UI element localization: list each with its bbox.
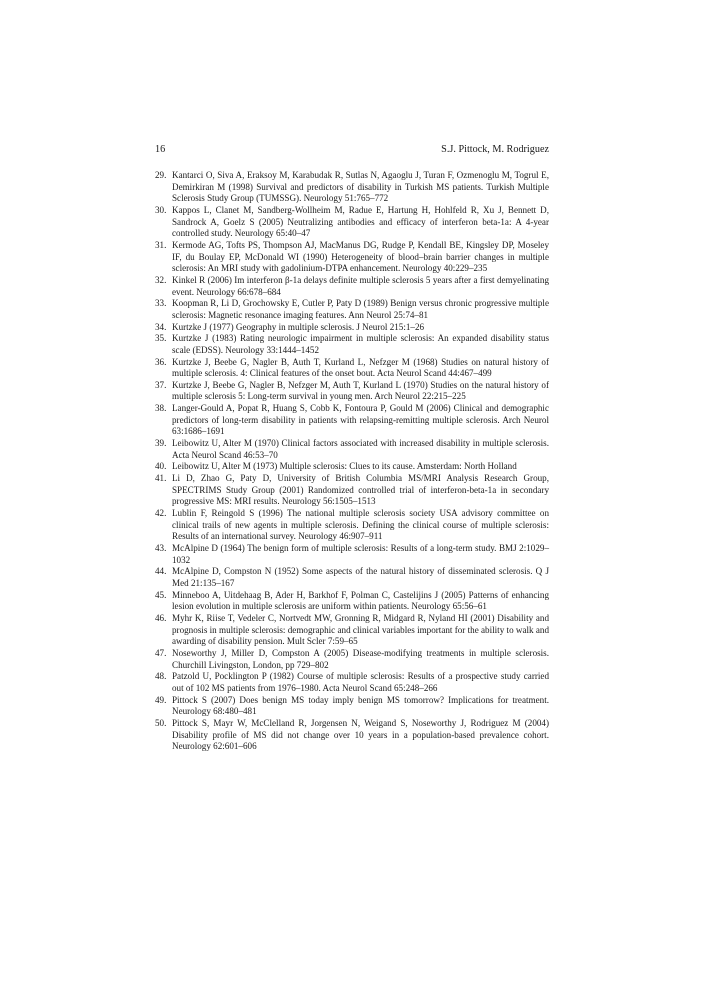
reference-number: 32.	[155, 274, 167, 285]
reference-number: 37.	[155, 379, 167, 390]
reference-number: 36.	[155, 356, 167, 367]
reference-number: 35.	[155, 333, 167, 344]
reference-text: Kurtzke J (1983) Rating neurologic impairment in multiple sclerosis: An expanded disability status scale (EDSS). Neurology 33:1444–1452	[172, 333, 549, 355]
reference-number: 43.	[155, 543, 167, 553]
reference-text: Leibowitz U, Alter M (1970) Clinical factors associated with increased disability in multiple sclerosis. Acta Neurol Scand 46:53–70	[172, 438, 549, 460]
reference-item	[155, 240, 549, 275]
reference-item	[155, 543, 549, 566]
reference-text: Kurtzke J (1977) Geography in multiple sclerosis. J Neurol 215:1–26	[172, 321, 425, 332]
reference-text: Myhr K, Riise T, Vedeler C, Nortvedt MW, Gronning R, Midgard R, Nyland HI (2001) Disability and prognosis in multiple sclerosis: demographic and clinical variables important for the ability to walk and awarding of disability pension. Mult Scler 7:59–65	[172, 612, 549, 647]
reference-number: 38.	[155, 403, 167, 414]
reference-list	[155, 170, 549, 753]
reference-item	[155, 590, 549, 613]
reference-item	[155, 461, 549, 473]
reference-item	[155, 322, 549, 334]
reference-item	[155, 438, 549, 461]
reference-number: 34.	[155, 321, 167, 332]
reference-item	[155, 695, 549, 718]
reference-text: Langer-Gould A, Popat R, Huang S, Cobb K, Fontoura P, Gould M (2006) Clinical and demographic predictors of long-term disability in patients with relapsing-remitting multiple sclerosis. Arch Neurol 63:1686–1691	[172, 403, 549, 437]
reference-number: 49.	[155, 694, 167, 705]
reference-item	[155, 170, 549, 205]
reference-item	[155, 648, 549, 671]
reference-item	[155, 718, 549, 753]
page-number: 16	[155, 144, 166, 155]
reference-item	[155, 205, 549, 240]
reference-text: Noseworthy J, Miller D, Compston A (2005) Disease-modifying treatments in multiple sclerosis. Churchill Livingston, London, pp 729–802	[172, 647, 549, 670]
reference-number: 42.	[155, 508, 167, 519]
reference-text: Lublin F, Reingold S (1996) The national multiple sclerosis society USA advisory committee on clinical trails of new agents in multiple sclerosis. Defining the clinical course of multiple sclerosis: Results of an international survey. Neurology 46:907–911	[172, 508, 549, 542]
reference-number: 30.	[155, 204, 167, 215]
reference-text: Kappos L, Clanet M, Sandberg-Wollheim M, Radue E, Hartung H, Hohlfeld R, Xu J, Bennett D, Sandrock A, Goelz S (2005) Neutralizing antibodies and efficacy of interferon beta-1a: A 4-year controlled study. Neurology 65:40–47	[172, 204, 549, 239]
reference-text: Kurtzke J, Beebe G, Nagler B, Nefzger M, Auth T, Kurland L (1970) Studies on the natural history of multiple sclerosis 5: Long-term survival in young men. Arch Neurol 22:215–225	[172, 379, 549, 402]
reference-item	[155, 473, 549, 508]
reference-item	[155, 275, 549, 298]
reference-item	[155, 671, 549, 694]
reference-text: Patzold U, Pocklington P (1982) Course of multiple sclerosis: Results of a prospective study carried out of 102 MS patients from 1976–1980. Acta Neurol Scand 65:248–266	[172, 671, 549, 693]
reference-number: 40.	[155, 461, 167, 472]
reference-item	[155, 403, 549, 438]
reference-text: Kurtzke J, Beebe G, Nagler B, Auth T, Kurland L, Nefzger M (1968) Studies on natural history of multiple sclerosis. 4: Clinical features of the onset bout. Acta Neurol Scand 44:467–499	[172, 356, 549, 379]
reference-number: 33.	[155, 298, 167, 309]
reference-number: 31.	[155, 239, 167, 250]
reference-text: Pittock S, Mayr W, McClelland R, Jorgensen N, Weigand S, Noseworthy J, Rodriguez M (2004) Disability profile of MS did not change over 10 years in a population-based prevalence cohort. Neurology 62:601–606	[172, 717, 549, 752]
reference-item	[155, 566, 549, 589]
reference-text: Kantarci O, Siva A, Eraksoy M, Karabudak R, Sutlas N, Agaoglu J, Turan F, Ozmenoglu M, Togrul E, Demirkiran M (1998) Survival and predictors of disability in Turkish MS patients. Turkish Multiple Sclerosis Study Group (TUMSSG). Neurology 51:765–772	[172, 170, 549, 204]
reference-item	[155, 613, 549, 648]
reference-text: Leibowitz U, Alter M (1973) Multiple sclerosis: Clues to its cause. Amsterdam: North Holland	[172, 461, 517, 472]
reference-item	[155, 380, 549, 403]
reference-text: Pittock S (2007) Does benign MS today imply benign MS tomorrow? Implications for treatment. Neurology 68:480–481	[172, 694, 549, 717]
reference-text: Li D, Zhao G, Paty D, University of British Columbia MS/MRI Analysis Research Group, SPECTRIMS Study Group (2001) Randomized controlled trial of interferon-beta-1a in secondary progressive MS: MRI results. Neurology 56:1505–1513	[172, 473, 549, 507]
reference-item	[155, 333, 549, 356]
reference-text: McAlpine D, Compston N (1952) Some aspects of the natural history of disseminated sclerosis. Q J Med 21:135–167	[172, 566, 549, 588]
reference-number: 39.	[155, 438, 167, 449]
reference-text: Minneboo A, Uitdehaag B, Ader H, Barkhof F, Polman C, Castelijins J (2005) Patterns of enhancing lesion evolution in multiple sclerosis are uniform within patients. Neurology 65:56–61	[172, 589, 549, 612]
reference-text: McAlpine D (1964) The benign form of multiple sclerosis: Results of a long-term study. BMJ 2:1029–1032	[172, 543, 549, 565]
reference-number: 48.	[155, 671, 167, 682]
reference-item	[155, 508, 549, 543]
reference-text: Koopman R, Li D, Grochowsky E, Cutler P, Paty D (1989) Benign versus chronic progressive multiple sclerosis: Magnetic resonance imaging features. Ann Neurol 25:74–81	[172, 298, 549, 320]
reference-number: 45.	[155, 589, 167, 600]
reference-number: 29.	[155, 170, 167, 180]
reference-number: 46.	[155, 612, 167, 623]
reference-item	[155, 357, 549, 380]
running-authors: S.J. Pittock, M. Rodriguez	[441, 144, 549, 155]
reference-number: 47.	[155, 647, 167, 658]
reference-number: 44.	[155, 566, 167, 577]
reference-number: 41.	[155, 473, 167, 484]
reference-number: 50.	[155, 717, 167, 728]
reference-text: Kinkel R (2006) Im interferon β-1a delays definite multiple sclerosis 5 years after a first demyelinating event. Neurology 66:678–684	[172, 274, 549, 297]
reference-item	[155, 298, 549, 321]
reference-text: Kermode AG, Tofts PS, Thompson AJ, MacManus DG, Rudge P, Kendall BE, Kingsley DP, Moseley IF, du Boulay EP, McDonald WI (1990) Heterogeneity of blood–brain barrier changes in multiple sclerosis: An MRI study with gadolinium-DTPA enhancement. Neurology 40:229–235	[172, 239, 549, 274]
